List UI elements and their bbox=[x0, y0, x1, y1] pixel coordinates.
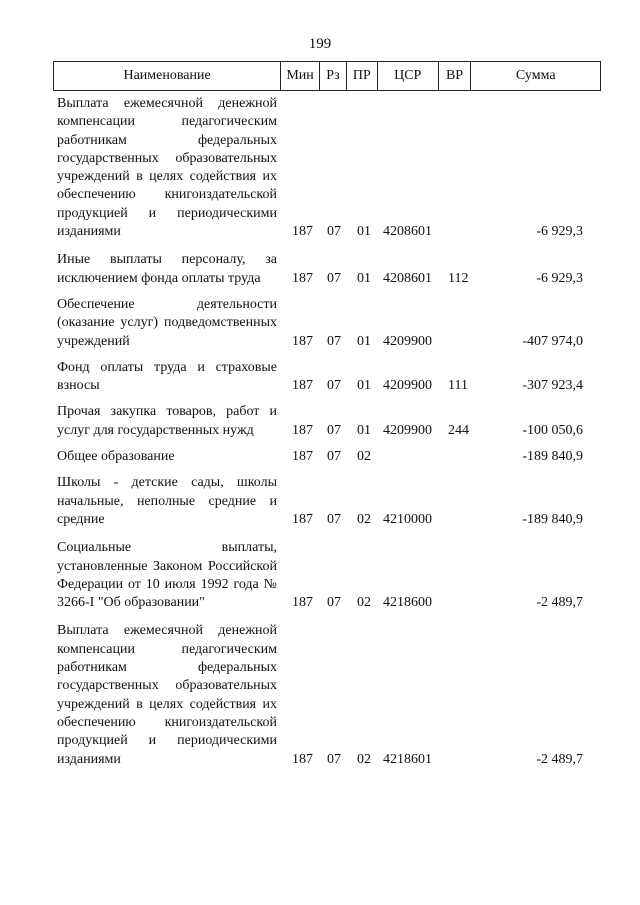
row-name: Обеспечение деятельности (оказание услуг) подведомственных учреждений bbox=[57, 296, 277, 349]
row-csr: 4218601 bbox=[383, 751, 432, 767]
column-header-min: Мин bbox=[281, 62, 320, 90]
row-name: Выплата ежемесячной денежной компенсации педагогическим работникам федеральных государственных образовательных учреждений в целях содействия их обеспечению книгоиздательской продукцией и периодическими изданиями bbox=[57, 96, 277, 240]
row-name: Выплата ежемесячной денежной компенсации педагогическим работникам федеральных государственных образовательных учреждений в целях содействия их обеспечению книгоиздательской продукцией и периодическими изданиями bbox=[57, 623, 277, 767]
column-header-sum: Сумма bbox=[515, 68, 556, 83]
row-pr: 02 bbox=[357, 449, 371, 465]
row-rz: 07 bbox=[327, 449, 341, 465]
table-header bbox=[53, 61, 601, 91]
column-header-rz: Рз bbox=[320, 62, 347, 90]
row-min: 187 bbox=[292, 422, 313, 438]
row-min: 187 bbox=[292, 511, 313, 527]
row-min: 187 bbox=[292, 449, 313, 465]
row-sum: -6 929,3 bbox=[536, 270, 583, 286]
row-csr: 4208601 bbox=[383, 224, 432, 240]
row-min: 187 bbox=[292, 333, 313, 349]
row-rz: 07 bbox=[327, 224, 341, 240]
page-number: 199 bbox=[308, 36, 332, 52]
row-rz: 07 bbox=[327, 751, 341, 767]
row-rz: 07 bbox=[327, 422, 341, 438]
table-body bbox=[0, 95, 640, 769]
row-rz: 07 bbox=[327, 511, 341, 527]
column-header-csr: ЦСР bbox=[378, 62, 439, 90]
table-row bbox=[0, 622, 640, 768]
row-vr: 111 bbox=[448, 378, 468, 394]
row-name: Прочая закупка товаров, работ и услуг для государственных нужд bbox=[57, 404, 277, 438]
row-min: 187 bbox=[292, 378, 313, 394]
row-rz: 07 bbox=[327, 333, 341, 349]
row-name: Иные выплаты персоналу, за исключением фонда оплаты труда bbox=[57, 252, 277, 286]
table-row bbox=[0, 359, 640, 396]
table-row bbox=[0, 448, 640, 466]
row-vr: 112 bbox=[448, 270, 469, 286]
row-name: Общее образование bbox=[57, 449, 175, 465]
table-row bbox=[0, 403, 640, 440]
table-row bbox=[0, 95, 640, 241]
row-sum: -100 050,6 bbox=[522, 422, 583, 438]
row-min: 187 bbox=[292, 270, 313, 286]
row-name: Школы - детские сады, школы начальные, неполные средние и средние bbox=[57, 475, 277, 527]
row-rz: 07 bbox=[327, 595, 341, 611]
column-header-vr: ВР bbox=[439, 62, 472, 90]
row-csr: 4209900 bbox=[383, 422, 432, 438]
row-csr: 4209900 bbox=[383, 333, 432, 349]
table-row bbox=[0, 296, 640, 351]
row-pr: 02 bbox=[357, 511, 371, 527]
column-header-name: Наименование bbox=[54, 62, 281, 90]
row-rz: 07 bbox=[327, 378, 341, 394]
row-pr: 02 bbox=[357, 595, 371, 611]
row-rz: 07 bbox=[327, 270, 341, 286]
row-sum: -2 489,7 bbox=[536, 751, 583, 767]
row-min: 187 bbox=[292, 224, 313, 240]
table-row bbox=[0, 251, 640, 288]
row-pr: 01 bbox=[357, 270, 371, 286]
row-sum: -189 840,9 bbox=[522, 449, 583, 465]
row-min: 187 bbox=[292, 751, 313, 767]
table-row bbox=[0, 474, 640, 529]
row-name: Социальные выплаты, установленные Законом Российской Федерации от 10 июля 1992 года № 3266-I "Об образовании" bbox=[57, 540, 277, 611]
row-sum: -407 974,0 bbox=[522, 333, 583, 349]
row-csr: 4210000 bbox=[383, 511, 432, 527]
row-vr: 244 bbox=[448, 422, 469, 438]
row-sum: -189 840,9 bbox=[522, 511, 583, 527]
row-csr: 4209900 bbox=[383, 378, 432, 394]
row-pr: 01 bbox=[357, 224, 371, 240]
row-csr: 4208601 bbox=[383, 270, 432, 286]
row-name: Фонд оплаты труда и страховые взносы bbox=[57, 359, 277, 394]
column-header-pr: ПР bbox=[347, 62, 378, 90]
row-pr: 01 bbox=[357, 378, 371, 394]
row-csr: 4218600 bbox=[383, 595, 432, 611]
row-pr: 01 bbox=[357, 422, 371, 438]
row-sum: -307 923,4 bbox=[522, 378, 583, 394]
row-pr: 01 bbox=[357, 333, 371, 349]
row-pr: 02 bbox=[357, 751, 371, 767]
row-sum: -2 489,7 bbox=[536, 595, 583, 611]
row-sum: -6 929,3 bbox=[536, 224, 583, 240]
row-min: 187 bbox=[292, 595, 313, 611]
table-row bbox=[0, 539, 640, 612]
